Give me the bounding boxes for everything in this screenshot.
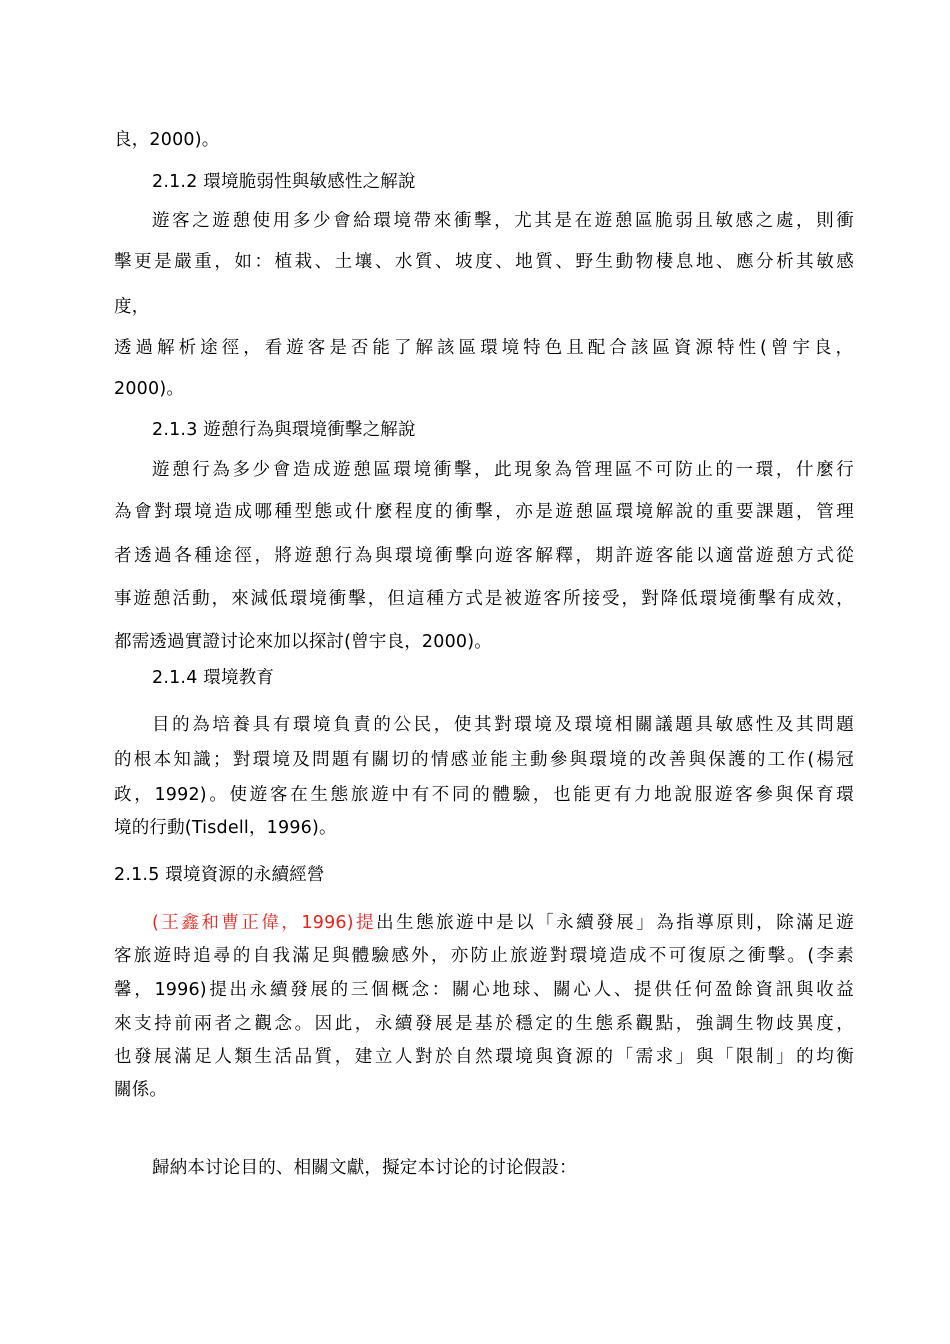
paragraph-line: 遊客之遊憩使用多少會給環境帶來衝擊，尤其是在遊憩區脆弱且敏感之處，則衝 (152, 211, 854, 231)
paragraph-line: 良，2000)。 (114, 130, 220, 150)
paragraph-line: 歸納本讨论目的、相關文獻，擬定本讨论的讨论假設： (152, 1158, 577, 1178)
paragraph-line: 為會對環境造成哪種型態或什麼程度的衝擊，亦是遊憩區環境解說的重要課題，管理 (114, 502, 854, 522)
paragraph-line: 的根本知識；對環境及問題有關切的情感並能主動參與環境的改善與保護的工作(楊冠 (114, 750, 854, 770)
paragraph-line: 關係。 (114, 1080, 168, 1100)
paragraph-line: 客旅遊時追尋的自我滿足與體驗感外，亦防止旅遊對環境造成不可復原之衝擊。(李素 (114, 946, 854, 966)
paragraph-line: 境的行動(Tisdell，1996)。 (114, 818, 337, 838)
section-heading-2-1-2: 2.1.2 環境脆弱性與敏感性之解說 (152, 172, 416, 192)
paragraph-line: 馨，1996)提出永續發展的三個概念：關心地球、關心人、提供任何盈餘資訊與收益 (114, 980, 854, 1000)
paragraph-line: 政，1992)。使遊客在生態旅遊中有不同的體驗，也能更有力地說服遊客參與保育環 (114, 785, 854, 805)
paragraph-line: 者透過各種途徑，將遊憩行為與環境衝擊向遊客解釋，期許遊客能以適當遊憩方式從 (114, 546, 854, 566)
paragraph-text: 出生態旅遊中是以「永續發展」為指導原則，除滿足遊 (376, 913, 854, 933)
paragraph-line-with-citation (152, 911, 854, 935)
paragraph-line: 目的為培養具有環境負責的公民，使其對環境及環境相關議題具敏感性及其問題 (152, 715, 854, 735)
paragraph-line: 2000)。 (114, 379, 185, 399)
citation-highlight: (王鑫和曹正偉，1996)提 (152, 913, 377, 933)
paragraph-line: 擊更是嚴重，如：植栽、土壤、水質、坡度、地質、野生動物棲息地、應分析其敏感 (114, 252, 854, 272)
paragraph-line: 遊憩行為多少會造成遊憩區環境衝擊，此現象為管理區不可防止的一環，什麼行 (152, 460, 854, 480)
paragraph-line: 事遊憩活動，來減低環境衝擊，但這種方式是被遊客所接受，對降低環境衝擊有成效， (114, 589, 854, 609)
paragraph-line: 來支持前兩者之觀念。因此，永續發展是基於穩定的生態系觀點，強調生物歧異度， (114, 1014, 854, 1034)
section-heading-2-1-5: 2.1.5 環境資源的永續經營 (114, 865, 325, 885)
paragraph-line: 透過解析途徑，看遊客是否能了解該區環境特色且配合該區資源特性(曾宇良， (114, 338, 854, 358)
section-heading-2-1-4: 2.1.4 環境教育 (152, 668, 275, 688)
section-heading-2-1-3: 2.1.3 遊憩行為與環境衝擊之解說 (152, 420, 416, 440)
paragraph-line: 也發展滿足人類生活品質，建立人對於自然環境與資源的「需求」與「限制」的均衡 (114, 1047, 854, 1067)
paragraph-line: 度， (114, 297, 150, 317)
paragraph-line: 都需透過實證讨论來加以探討(曾宇良，2000)。 (114, 632, 492, 652)
